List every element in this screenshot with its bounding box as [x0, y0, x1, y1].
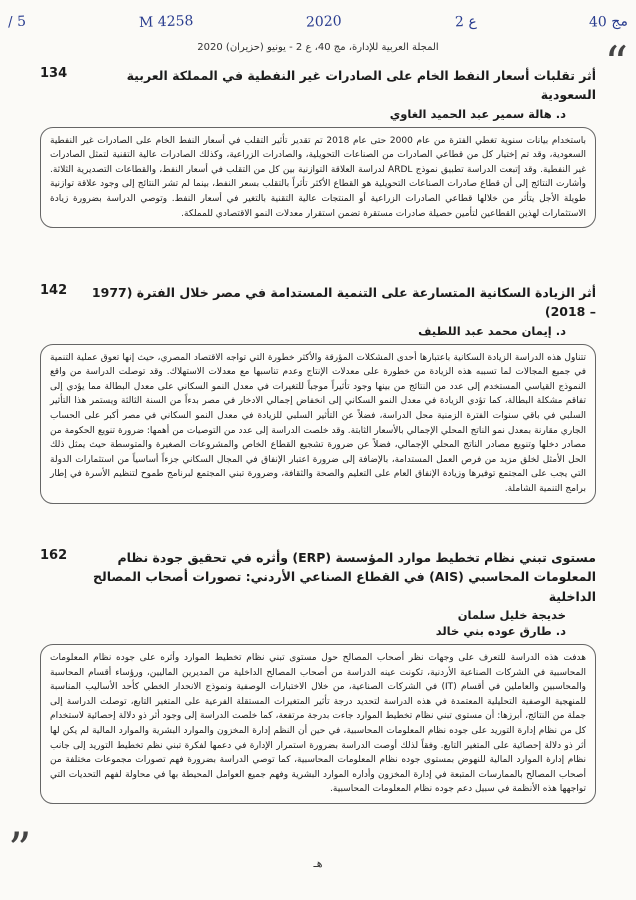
article-title[interactable]: أثر تقلبات أسعار النفط الخام على الصادرات غير النفطية في المملكة العربية السعودية [126, 68, 596, 103]
open-quote-icon: “ [604, 36, 628, 90]
article-title[interactable]: أثر الزيادة السكانية المتسارعة على التنمية المستدامة في مصر خلال الفترة (1977 – 2018) [91, 285, 596, 320]
handwritten-id-note: M 4258 [138, 13, 194, 31]
article-author: د. طارق عوده بني خالد [435, 624, 566, 639]
handwritten-issue-note: ع 2 [454, 13, 477, 31]
article-page: 134 [40, 66, 68, 81]
article-author: د. إيمان محمد عبد اللطيف [418, 323, 566, 338]
article-title[interactable]: مستوى تبني نظام تخطيط موارد المؤسسة (ERP) وأثره في تحقيق جودة نظام المعلومات المحاسبي (AIS) في القطاع الصناعي الأردني: تصورات أصحاب المصالح الداخلية [93, 550, 596, 604]
article-abstract: تتناول هذه الدراسة الزيادة السكانية باعتبارها أحدى المشكلات المؤرقة والأكثر خطورة التي تواجه الاقتصاد المصري، حيث إنها تعوق عملية التنمية في جميع المجالات لما تسببه هذه الزيادة من خطورة على معدلات الإنتاج وعدم تناسبها مع معدلات الاستهلاك. وقد توصلت الدراسة من واقع النموذج القياسي المستخدم إلى عدد من النتائج من بينها وجود تأثيراً موجباً للتغيرات في معدل النمو السكاني على معدل البطالة مما يؤدي إلى تفاقم مشكلة البطالة، كما تؤدي الزيادة في معدل النمو السكاني إلى انخفاض إجمالي الادخار في مصر بدءاً من السنة الثالثة ويستمر هذا التأثير السلبي في باقي سنوات الفترة الزمنية محل الدراسة، فضلاً عن التأثير السلبي للزيادة في معدل النمو السكاني في مصر أكبر على الحساب الجاري مقارنة بمعدل نمو الناتج المحلي الإجمالي بالأسعار الثابتة. وقد خلصت الدراسة إلى عدد من التوصيات من أهمها: ضرورة تنويع الحكومة من مصادر دخلها وتنويع مصادر الناتج المحلي الإجمالي، فضلاً عن ضرورة تشجيع القطاع الخاص والمشروعات الصغيرة والمتوسطة حيث يمثل ذلك الحل الأمثل لخلق مزيد من فرص العمل المستدامة، بالإضافة إلى ضرورة اعتبار الإنفاق في المجال السكاني جزءاً أساسياً من استثمارات الدولة التي يجب على المجتمع توفيرها وزيادة الإنفاق العام على التعليم والصحة والثقافة، وضرورة تبني المجتمع لبرنامج طموح لتنظيم الأسرة في إطار برامج التنمية الشاملة. [40, 344, 596, 504]
handwritten-date-note: 2020 [305, 13, 343, 31]
article-page: 142 [40, 283, 68, 298]
article-page: 162 [40, 548, 68, 563]
article-abstract: هدفت هذه الدراسة للتعرف على وجهات نظر أصحاب المصالح حول مستوى تبني نظام تخطيط الموارد وأثره على جوده نظام المعلومات المحاسبية في الشركات الصناعية الأردنية، تكونت عينه الدراسة من أصحاب المصالح الداخلية من المديرين الماليين، ورؤساء أقسام المحاسبة والمحاسبين والعاملين في أقسام (IT) في الشركات الصناعية، من خلال الاختبارات الوصفية ونموذج الانحدار الخطي كأحد الأساليب المناسبة للمنهجية الوصفية التحليلية المعتمدة في هذه الدراسة لتحديد درجة تأثير المتغيرات المستقلة الفرعية على المتغير التابع، توصلت الدراسة إلى جملة من النتائج، أبرزها: أن مستوى تبني نظام تخطيط الموارد جاءت بدرجة مرتفعة، كما خلصت الدراسة إلى وجود أثر ذو دلالة إحصائية لاستخدام كل من نظام إدارة التوريد على جوده نظام المعلومات المحاسبية، في حين أن النظم إدارة المخزون والموارد البشرية والموارد المالية لم يكن لها أثر ذو دلالة إحصائية على المتغير التابع. وفقاً لذلك أوصت الدراسة بضرورة استمرار الإدارة في دعمها لفكرة تبني نظم تخطيط التوريد إلى جانب نظام إدارة الموارد المالية للنهوض بمستوى جوده نظام المعلومات المحاسبية، كما توصي الدراسة بضرورة فهم تصورات مجموعات مختلفة من أصحاب المصالح بالممارسات المتبعة في إدارة المخزون وأداره الموارد البشرية وفهم جميع العوامل المحيطة بها في محاولة لفهم التحديات التي تواجهها هذه الأنظمة في سبيل دعم جوده نظام المعلومات المحاسبية. [40, 644, 596, 804]
article-author: خديجة خليل سلمان [457, 608, 566, 623]
article-3 [40, 548, 596, 804]
journal-header: المجلة العربية للإدارة، مج 40، ع 2 - يونيو (حزيران) 2020 [197, 42, 439, 53]
article-2 [40, 283, 596, 504]
handwritten-notes [8, 8, 628, 36]
article-author: د. هالة سمير عبد الحميد الغاوي [389, 106, 566, 121]
page-folio: هـ [313, 857, 323, 870]
article-abstract: باستخدام بيانات سنوية تغطي الفترة من عام 2000 حتى عام 2018 تم تقدير تأثير التقلب في أسعار النفط الخام على الصادرات غير النفطية السعودية، وقد تم إختيار كل من قطاعي الصادرات من الصناعات التحويلية، والصادرات الزراعية، وكذلك الصادرات عالية التقنية لتمثل الصادرات غير النفطية. وقد إتبعت الدراسة تطبيق نموذج ARDL لدراسة العلاقة التوازنية بين كل من التقلب في أسعار النفط، والقطاعات التصديرية الثلاثة. وأشارت النتائج إلى أن قطاع صادرات الصناعات التحويلية هو القطاع الأكثر تأثراً بالتقلب بسعر النفط، بينما لم تشر النتائج إلى وجود علاقة توازنية طويلة الأجل يتأثر من خلالها قطاعي الصادرات الزراعية أو المنتجات عالية التقنية بالتغير في أسعار النفط. وتوصي الدراسة بضرورة زيادة الاستثمارات لهذين القطاعين لتأمين حصيلة صادرات مستقرة تضمن استقرار معدلات النمو الاقتصادي للمملكة. [40, 127, 596, 228]
handwritten-left-note: / 5 [7, 13, 27, 31]
close-quote-icon: ” [8, 822, 32, 876]
handwritten-volume-note: مج 40 [588, 13, 629, 31]
article-1 [40, 66, 596, 228]
